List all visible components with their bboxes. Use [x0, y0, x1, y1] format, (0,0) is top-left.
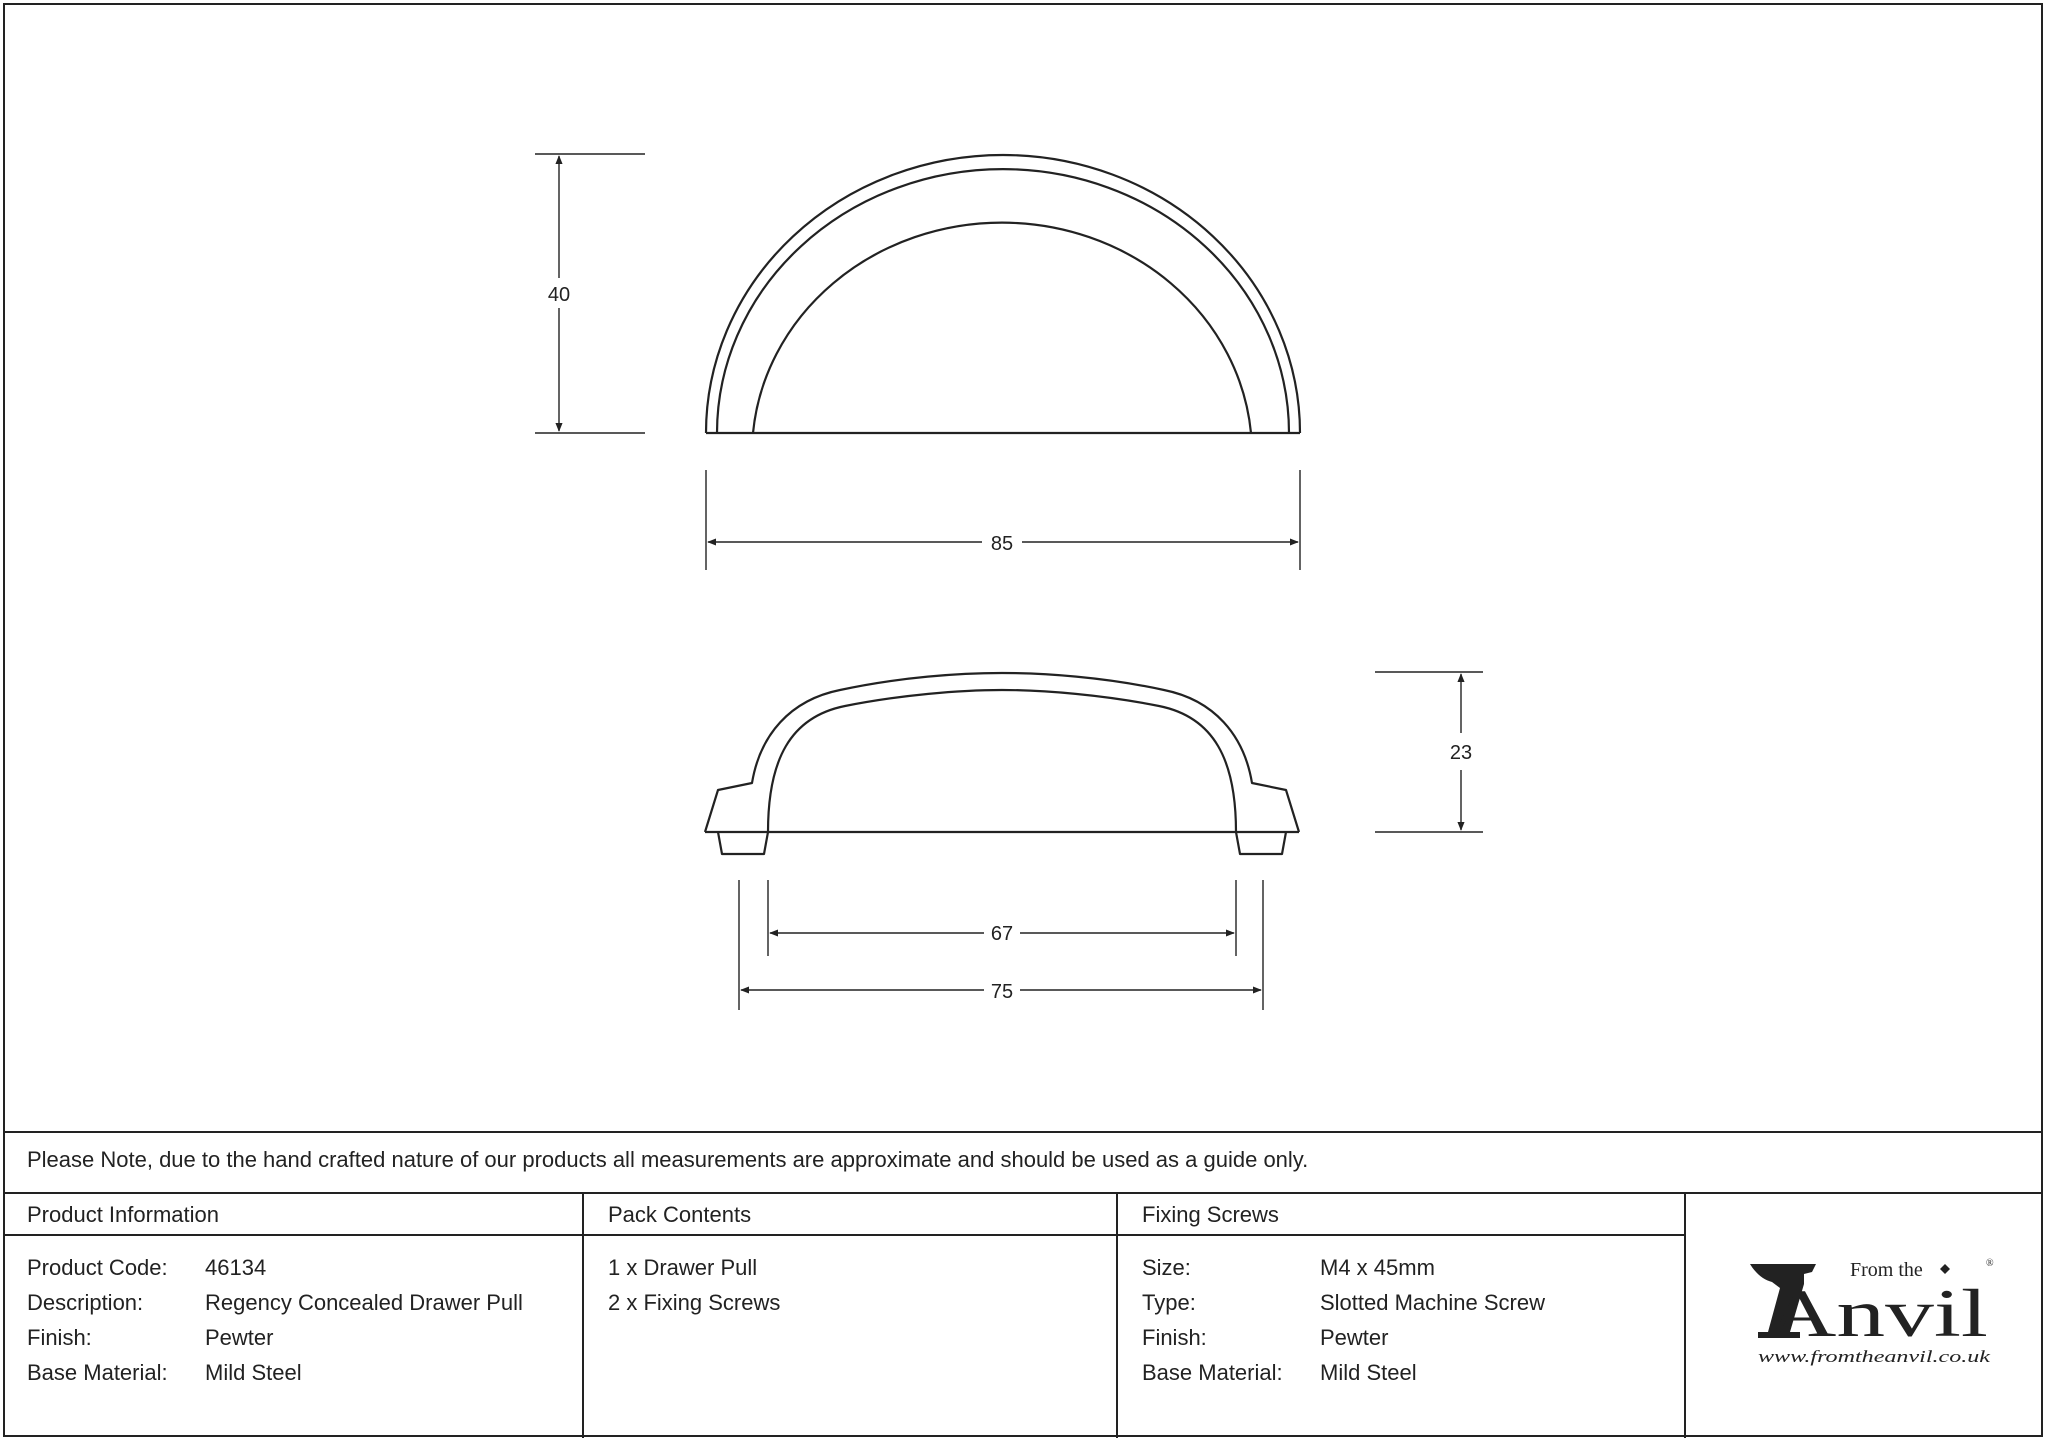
description-value: Regency Concealed Drawer Pull — [205, 1290, 523, 1315]
dimension-side-height-label: 23 — [1449, 742, 1473, 764]
top-view-inner-arc — [753, 223, 1251, 433]
side-view-inner-profile — [768, 690, 1236, 832]
base-material-row — [27, 1355, 582, 1390]
pack-item: 1 x Drawer Pull — [608, 1255, 758, 1280]
side-view-outer-profile — [705, 673, 1299, 832]
pack-item: 2 x Fixing Screws — [608, 1290, 781, 1315]
screw-type-value: Slotted Machine Screw — [1320, 1290, 1545, 1315]
product-code-value: 46134 — [205, 1255, 267, 1280]
dimension-side-outer-width-label: 75 — [990, 981, 1014, 1003]
product-code-row — [27, 1250, 582, 1285]
side-view — [705, 673, 1299, 854]
finish-key: Finish: — [27, 1325, 92, 1350]
top-view-middle-arc — [717, 169, 1289, 433]
info-table — [3, 1192, 2043, 1438]
screw-size-key: Size: — [1142, 1255, 1191, 1280]
description-row — [27, 1285, 582, 1320]
product-information-column — [3, 1194, 584, 1438]
side-view-left-foot — [718, 832, 768, 854]
fixing-screws-heading: Fixing Screws — [1118, 1194, 1684, 1236]
disclaimer-text: Please Note, due to the hand crafted nature of our products all measurements are approximate and should be used as a guide only. — [27, 1147, 1309, 1172]
logo-diamond-icon — [1940, 1264, 1950, 1274]
screw-finish-key: Finish: — [1142, 1325, 1207, 1350]
logo-url: www.fromtheanvil.co.uk — [1758, 1347, 1991, 1366]
base-material-value: Mild Steel — [205, 1360, 302, 1385]
finish-row — [27, 1320, 582, 1355]
pack-contents-column — [584, 1194, 1118, 1438]
base-material-key: Base Material: — [27, 1360, 168, 1385]
product-code-key: Product Code: — [27, 1255, 168, 1280]
disclaimer-row — [3, 1131, 2043, 1192]
dimension-top-width — [706, 470, 1300, 570]
screw-type-key: Type: — [1142, 1290, 1196, 1315]
top-view-outer-arc — [706, 155, 1300, 433]
screw-size-row — [1142, 1250, 1684, 1285]
description-key: Description: — [27, 1290, 144, 1315]
top-view — [706, 155, 1300, 433]
screw-type-row — [1142, 1285, 1684, 1320]
logo-column — [1686, 1194, 2043, 1438]
side-view-right-foot — [1236, 832, 1286, 854]
screw-size-value: M4 x 45mm — [1320, 1255, 1435, 1280]
finish-value: Pewter — [205, 1325, 274, 1350]
dimension-top-height-label: 40 — [547, 284, 571, 306]
logo-registered: ® — [1986, 1258, 1994, 1269]
pack-contents-heading: Pack Contents — [584, 1194, 1116, 1236]
screw-finish-row — [1142, 1320, 1684, 1355]
from-the-anvil-logo — [1746, 1254, 1996, 1374]
screw-base-material-row — [1142, 1355, 1684, 1390]
logo-brand: Anvil — [1766, 1275, 1988, 1351]
logo-from-the: From the — [1850, 1259, 1923, 1281]
dimension-top-width-label: 85 — [990, 533, 1014, 555]
product-information-heading: Product Information — [3, 1194, 582, 1236]
screw-base-material-value: Mild Steel — [1320, 1360, 1417, 1385]
screw-base-material-key: Base Material: — [1142, 1360, 1283, 1385]
fixing-screws-column — [1118, 1194, 1686, 1438]
dimension-side-inner-width-label: 67 — [990, 923, 1014, 945]
screw-finish-value: Pewter — [1320, 1325, 1389, 1350]
